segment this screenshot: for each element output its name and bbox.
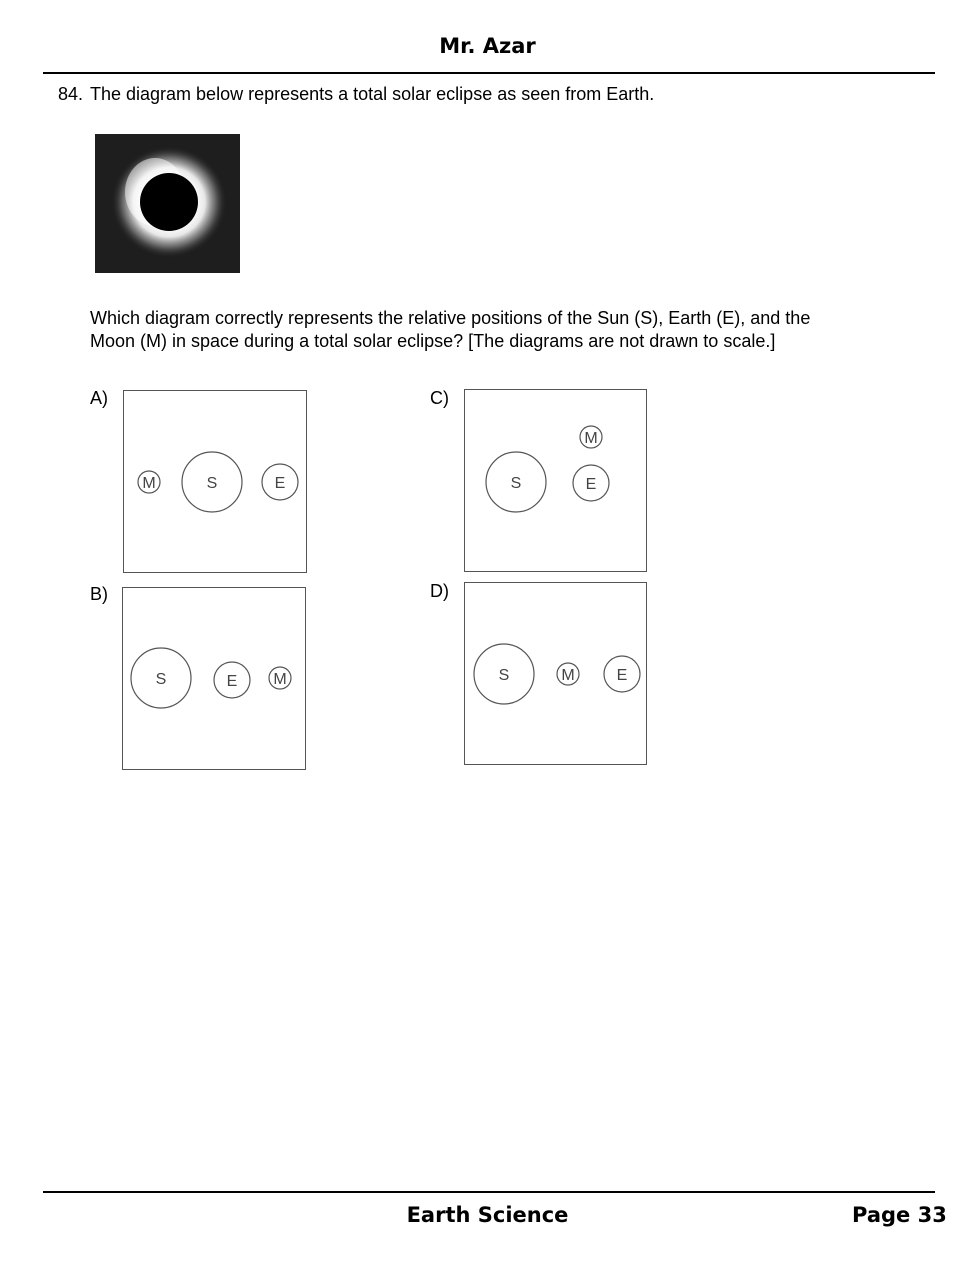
option-d-diagram[interactable] bbox=[464, 582, 647, 765]
option-b-label[interactable]: B) bbox=[90, 584, 108, 604]
header-rule bbox=[43, 72, 935, 74]
earth-symbol bbox=[262, 464, 298, 500]
sun-symbol bbox=[182, 452, 242, 512]
earth-symbol bbox=[573, 465, 609, 501]
sun-symbol bbox=[486, 452, 546, 512]
earth-label: E bbox=[616, 667, 628, 684]
earth-symbol bbox=[604, 656, 640, 692]
sun-symbol bbox=[131, 648, 191, 708]
earth-label: E bbox=[274, 475, 286, 492]
moon-symbol bbox=[580, 426, 602, 448]
moon-symbol bbox=[138, 471, 160, 493]
earth-label: E bbox=[585, 476, 597, 493]
earth-label: E bbox=[226, 673, 238, 690]
sun-label: S bbox=[155, 671, 167, 688]
sun-label: S bbox=[498, 667, 510, 684]
option-c-label[interactable]: C) bbox=[430, 388, 449, 408]
sun-label: S bbox=[510, 475, 522, 492]
footer-subject: Earth Science bbox=[406, 1203, 569, 1227]
moon-label: M bbox=[273, 671, 287, 688]
page-header-title: Mr. Azar bbox=[439, 34, 536, 58]
moon-symbol bbox=[557, 663, 579, 685]
option-a-diagram[interactable] bbox=[123, 390, 307, 573]
moon-label: M bbox=[561, 667, 575, 684]
option-a-label[interactable]: A) bbox=[90, 388, 108, 408]
moon-label: M bbox=[142, 475, 156, 492]
sun-symbol bbox=[474, 644, 534, 704]
solar-eclipse-image bbox=[95, 134, 240, 273]
question-number: 84. bbox=[58, 84, 84, 104]
option-b-diagram[interactable] bbox=[122, 587, 306, 770]
footer-rule bbox=[43, 1191, 935, 1193]
option-d-label[interactable]: D) bbox=[430, 581, 449, 601]
option-c-diagram[interactable] bbox=[464, 389, 647, 572]
earth-symbol bbox=[214, 662, 250, 698]
footer-page-number: Page 33 bbox=[852, 1203, 947, 1227]
question-prompt: The diagram below represents a total solar eclipse as seen from Earth. bbox=[90, 84, 655, 104]
moon-symbol bbox=[269, 667, 291, 689]
sun-label: S bbox=[206, 475, 218, 492]
moon-label: M bbox=[584, 430, 598, 447]
question-body: Which diagram correctly represents the relative positions of the Sun (S), Earth (E), and the Moon (M) in space during a total solar eclipse? [The diagrams are not drawn to scale.] bbox=[90, 308, 811, 351]
